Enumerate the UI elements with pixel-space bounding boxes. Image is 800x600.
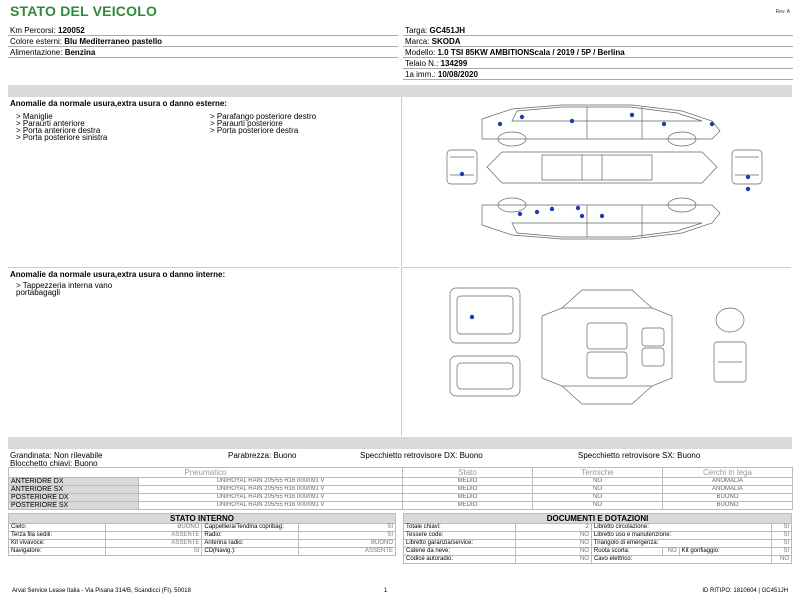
- info-colore: [8, 36, 398, 47]
- internal-damage-panel: [8, 267, 399, 436]
- tyre-position: ANTERIORE DX: [9, 478, 139, 486]
- tyre-stato: MEDIO: [403, 502, 533, 510]
- section-divider: [8, 85, 792, 97]
- table-row: [404, 548, 792, 556]
- table-row: [404, 556, 792, 564]
- info-targa: [403, 25, 793, 36]
- damage-marker: [550, 207, 554, 211]
- stato-interno-title: STATO INTERNO: [9, 514, 396, 524]
- tyre-cerchi: BUONO: [663, 502, 793, 510]
- field-label: Codice autoradio:: [404, 556, 516, 564]
- field-value: ASSENTE: [105, 540, 202, 548]
- external-damage-title: Anomalie da normale usura,extra usura o danno esterne:: [10, 99, 227, 108]
- header-cerchi: Cerchi in lega: [663, 468, 793, 478]
- tyre-model: UNIROYAL RAIN 205/55 R16 000/091 V: [139, 478, 403, 486]
- tyre-termiche: NO: [533, 478, 663, 486]
- info-label: Km Percorsi:: [10, 26, 59, 35]
- header-pneumatico: Pneumatico: [9, 468, 403, 478]
- tyre-model: UNIROYAL RAIN 205/55 R16 000/091 V: [139, 486, 403, 494]
- field-label: Kit vivavoce:: [9, 540, 106, 548]
- field-label: Cappelliera/Tendina copribag:: [202, 524, 299, 532]
- field-label: Libretto uso e manutenzione:: [591, 532, 771, 540]
- footer-page-number: 1: [384, 588, 388, 594]
- damage-marker: [498, 122, 502, 126]
- parabrezza-status: Parabrezza: Buono: [228, 451, 297, 460]
- external-damage-list-2: [210, 113, 395, 134]
- tyre-cerchi: ANOMALIA: [663, 478, 793, 486]
- tyre-termiche: NO: [533, 502, 663, 510]
- field-label: Antenna radio:: [202, 540, 299, 548]
- table-row: [9, 494, 793, 502]
- damage-marker: [576, 206, 580, 210]
- damage-item: > Porta posteriore destra: [210, 126, 299, 135]
- section-divider: [8, 437, 792, 449]
- info-value: GC451JH: [429, 26, 466, 35]
- info-label: Modello:: [405, 48, 438, 57]
- info-value: 1.0 TSI 85KW AMBITIONScala / 2019 / 5P / Berlina: [437, 48, 625, 57]
- field-label: Cavo elettrico:: [591, 556, 771, 564]
- damage-item: > Porta posteriore sinistra: [16, 133, 108, 142]
- field-value: SI: [771, 548, 791, 556]
- info-value: Benzina: [64, 48, 96, 57]
- table-row: [9, 524, 396, 532]
- field-value: SI: [299, 524, 396, 532]
- table-row: [404, 540, 792, 548]
- damage-item: > Porta anteriore destra: [16, 126, 101, 135]
- field-value: NO: [663, 548, 679, 556]
- field-value: NO: [516, 540, 592, 548]
- tyre-cerchi: BUONO: [663, 494, 793, 502]
- internal-damage-list: [16, 282, 216, 296]
- tyre-stato: MEDIO: [403, 486, 533, 494]
- stato-interno-table: [8, 513, 396, 556]
- field-label: Ruota scorta:: [591, 548, 662, 556]
- specchietto-dx-status: Specchietto retrovisore DX: Buono: [360, 451, 483, 460]
- damage-marker: [710, 122, 714, 126]
- footer-id: ID RITIPO: 1810604 | GC451JH: [702, 588, 788, 594]
- tyre-stato: MEDIO: [403, 494, 533, 502]
- field-label: Cielo:: [9, 524, 106, 532]
- header-termiche: Termiche: [533, 468, 663, 478]
- revision-label: Rev. A: [775, 9, 790, 15]
- tyres-table: [8, 467, 793, 510]
- damage-item: > Paraurti anteriore: [16, 119, 85, 128]
- damage-item: > Parafango posteriore destro: [210, 112, 317, 121]
- field-value: NO: [771, 556, 791, 564]
- tyre-position: POSTERIORE DX: [9, 494, 139, 502]
- info-label: Colore esterni:: [10, 37, 65, 46]
- damage-marker: [460, 172, 464, 176]
- grandinata-status: Grandinata: Non rilevabile: [10, 451, 103, 460]
- tyre-model: UNIROYAL RAIN 205/55 R16 000/091 V: [139, 502, 403, 510]
- internal-car-diagram: [401, 267, 791, 436]
- info-value: 134299: [440, 59, 468, 68]
- car-exterior-drawing: [402, 97, 792, 266]
- field-label: Triangolo di emergenza:: [591, 540, 771, 548]
- field-value: 2: [516, 524, 592, 532]
- table-row: [9, 502, 793, 510]
- info-immatricolazione: [403, 69, 793, 80]
- tyre-stato: MEDIO: [403, 478, 533, 486]
- info-modello: [403, 47, 793, 58]
- damage-marker: [470, 315, 474, 319]
- car-interior-drawing: [402, 268, 792, 437]
- field-label: CD(Navig.):: [202, 548, 299, 556]
- field-label: Navigatore:: [9, 548, 106, 556]
- field-value: BUONO: [299, 540, 396, 548]
- damage-marker: [535, 210, 539, 214]
- internal-damage-title: Anomalie da normale usura,extra usura o danno interne:: [10, 270, 226, 279]
- field-value: SI: [105, 548, 202, 556]
- info-km: [8, 25, 398, 36]
- field-label: Totale chiavi:: [404, 524, 516, 532]
- specchietto-sx-status: Specchietto retrovisore SX: Buono: [578, 451, 701, 460]
- field-value: NO: [516, 556, 592, 564]
- table-row: [9, 486, 793, 494]
- tyre-model: UNIROYAL RAIN 205/55 R16 000/091 V: [139, 494, 403, 502]
- field-value: SI: [771, 524, 791, 532]
- table-row: [9, 548, 396, 556]
- vehicle-info-right: [403, 25, 793, 80]
- blocchetto-status: Blocchetto chiavi: Buono: [10, 459, 98, 468]
- field-value: ASSENTE: [105, 532, 202, 540]
- table-row: [9, 478, 793, 486]
- damage-marker: [520, 115, 524, 119]
- damage-item: > Paraurti posteriore: [210, 119, 283, 128]
- header-stato: Stato: [403, 468, 533, 478]
- field-label: Libretto garanzia/service:: [404, 540, 516, 548]
- field-label: Terza fila sedili:: [9, 532, 106, 540]
- field-value: SI: [299, 532, 396, 540]
- info-value: SKODA: [431, 37, 461, 46]
- tyre-termiche: NO: [533, 494, 663, 502]
- info-value: 10/08/2020: [437, 70, 478, 79]
- info-alimentazione: [8, 47, 398, 58]
- info-label: Telaio N.:: [405, 59, 441, 68]
- field-label: Radio:: [202, 532, 299, 540]
- field-value: SI: [771, 540, 791, 548]
- conditions-row: [8, 450, 792, 468]
- tyres-header: [9, 468, 793, 478]
- tyre-termiche: NO: [533, 486, 663, 494]
- damage-item: > Tappezzeria interna vano: [16, 281, 113, 290]
- info-marca: [403, 36, 793, 47]
- field-value: NO: [516, 532, 592, 540]
- damage-marker: [600, 214, 604, 218]
- external-car-diagram: [401, 97, 791, 266]
- info-value: 120052: [58, 26, 85, 35]
- damage-marker: [746, 187, 750, 191]
- field-value: BUONO: [105, 524, 202, 532]
- table-row: [404, 532, 792, 540]
- tyre-position: ANTERIORE SX: [9, 486, 139, 494]
- damage-marker: [746, 175, 750, 179]
- page-title: STATO DEL VEICOLO: [10, 3, 158, 19]
- documenti-title: DOCUMENTI E DOTAZIONI: [404, 514, 792, 524]
- damage-item: > Maniglie: [16, 112, 53, 121]
- info-label: Targa:: [405, 26, 430, 35]
- damage-marker: [630, 113, 634, 117]
- damage-item: portabagagli: [16, 288, 61, 297]
- table-row: [404, 524, 792, 532]
- documenti-table: [403, 513, 792, 564]
- info-label: 1a imm.:: [405, 70, 438, 79]
- field-value: NO: [516, 548, 592, 556]
- footer-address: Arval Service Lease Italia - Via Pisana 314/B, Scandicci (FI), 50018: [12, 588, 191, 594]
- info-label: Marca:: [405, 37, 432, 46]
- damage-marker: [662, 122, 666, 126]
- table-row: [9, 532, 396, 540]
- tyre-cerchi: ANOMALIA: [663, 486, 793, 494]
- damage-marker: [518, 212, 522, 216]
- damage-marker: [570, 119, 574, 123]
- field-label: Tessere code:: [404, 532, 516, 540]
- tyre-position: POSTERIORE SX: [9, 502, 139, 510]
- field-label: Catene da neve:: [404, 548, 516, 556]
- field-value: SI: [771, 532, 791, 540]
- info-value: Blu Mediterraneo pastello: [64, 37, 163, 46]
- field-value: ASSENTE: [299, 548, 396, 556]
- info-label: Alimentazione:: [10, 48, 65, 57]
- damage-marker: [580, 214, 584, 218]
- info-telaio: [403, 58, 793, 69]
- external-damage-list-1: [16, 113, 206, 141]
- field-label: Libretto circolazione:: [591, 524, 771, 532]
- external-damage-panel: [8, 97, 399, 266]
- table-row: [9, 540, 396, 548]
- field-label: Kit gonfiaggio:: [679, 548, 771, 556]
- vehicle-info-left: [8, 25, 398, 58]
